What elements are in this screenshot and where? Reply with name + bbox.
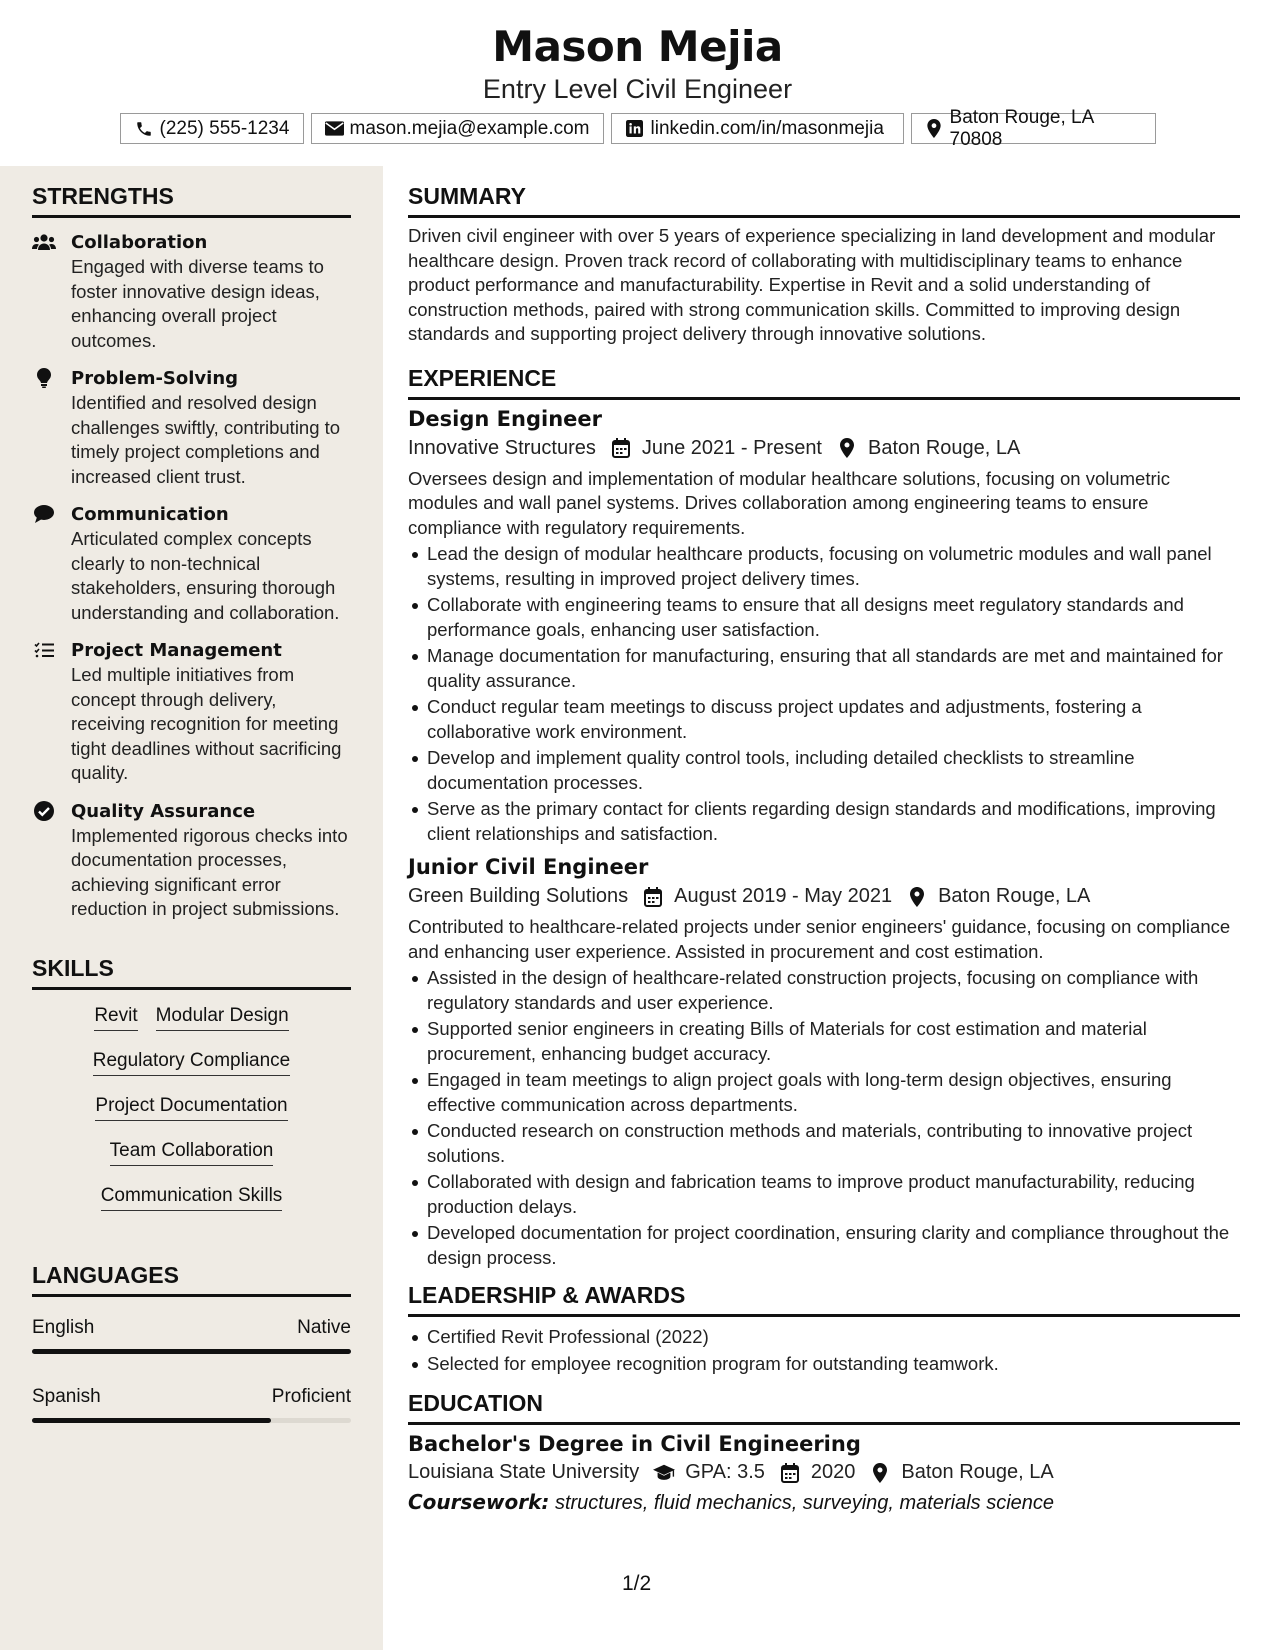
strengths-heading: STRENGTHS bbox=[32, 183, 351, 218]
list-item: Develop and implement quality control tools, including detailed checklists to streamline documentation processes. bbox=[408, 746, 1240, 795]
experience-description: Contributed to healthcare-related projects under senior engineers' guidance, focusing on compliance and enhancing user experience. Assisted in procurement and cost estimation. bbox=[408, 916, 1231, 962]
phone-icon bbox=[134, 119, 154, 139]
education-location: Baton Rouge, LA bbox=[901, 1461, 1054, 1483]
experience-meta bbox=[408, 437, 1240, 460]
experience-job-title: Junior Civil Engineer bbox=[408, 855, 649, 879]
experience-entry bbox=[408, 407, 1240, 847]
strength-title: Project Management bbox=[71, 640, 282, 661]
lightbulb-icon bbox=[32, 368, 56, 388]
list-item: Selected for employee recognition program for outstanding teamwork. bbox=[408, 1352, 1240, 1377]
calendar-icon bbox=[610, 437, 632, 459]
graduation-cap-icon bbox=[653, 1462, 675, 1484]
strength-item bbox=[32, 639, 351, 786]
coursework-label: Coursework: bbox=[408, 1490, 550, 1514]
skills-section bbox=[32, 955, 351, 1225]
list-item: Assisted in the design of healthcare-related construction projects, focusing on compliance with regulatory standards and user experience. bbox=[408, 966, 1240, 1015]
linkedin-icon bbox=[625, 119, 645, 139]
map-pin-icon bbox=[925, 119, 944, 139]
list-item: Manage documentation for manufacturing, ensuring that all standards are met and maintained for quality assurance. bbox=[408, 644, 1240, 693]
list-item: Conduct regular team meetings to discuss project updates and adjustments, fostering a collaborative work environment. bbox=[408, 695, 1240, 744]
education-meta bbox=[408, 1461, 1240, 1484]
list-item: Serve as the primary contact for clients regarding design standards and modifications, improving client relationships and satisfaction. bbox=[408, 797, 1240, 846]
skills-heading: SKILLS bbox=[32, 955, 351, 990]
language-level: Native bbox=[297, 1317, 351, 1338]
language-name: Spanish bbox=[32, 1386, 101, 1407]
strength-title: Problem-Solving bbox=[71, 368, 239, 389]
map-pin-icon bbox=[869, 1462, 891, 1484]
skill-tag: Communication Skills bbox=[101, 1185, 283, 1211]
map-pin-icon bbox=[836, 437, 858, 459]
education-year: 2020 bbox=[810, 1461, 856, 1483]
map-pin-icon bbox=[906, 886, 928, 908]
strength-description: Led multiple initiatives from concept through delivery, receiving recognition for meeting tight deadlines without sacrificing quality. bbox=[71, 664, 342, 783]
coursework-text: structures, fluid mechanics, surveying, materials science bbox=[554, 1492, 1055, 1514]
education-heading: EDUCATION bbox=[408, 1390, 1240, 1425]
task-list-icon bbox=[32, 640, 56, 660]
speech-bubble-icon bbox=[32, 504, 56, 524]
experience-location: Baton Rouge, LA bbox=[868, 436, 1021, 459]
calendar-icon bbox=[779, 1462, 801, 1484]
page-number: 1/2 bbox=[622, 1572, 652, 1595]
language-level: Proficient bbox=[271, 1386, 351, 1407]
experience-company: Innovative Structures bbox=[408, 436, 596, 459]
skills-row bbox=[32, 1135, 351, 1180]
skill-tag: Team Collaboration bbox=[110, 1140, 274, 1166]
skills-row bbox=[32, 1000, 351, 1045]
list-item: Certified Revit Professional (2022) bbox=[408, 1325, 1240, 1350]
contact-email-text: mason.mejia@example.com bbox=[349, 117, 590, 139]
summary-text: Driven civil engineer with over 5 years of experience specializing in land development and modular healthcare design. Proven track record of collaborating with multidisciplinary teams to enhance product performance and manufacturability. Expertise in Revit and a solid understanding of construction methods, paired with strong communication skills. Committed to improving design standards and supporting project delivery through innovative solutions. bbox=[408, 225, 1216, 344]
contact-location[interactable] bbox=[911, 106, 1156, 150]
sidebar bbox=[0, 166, 383, 1650]
experience-company: Green Building Solutions bbox=[408, 885, 629, 907]
contact-email[interactable] bbox=[311, 113, 604, 144]
education-coursework bbox=[408, 1490, 1240, 1515]
education-school: Louisiana State University bbox=[408, 1461, 640, 1483]
experience-bullets bbox=[408, 966, 1240, 1270]
education-degree: Bachelor's Degree in Civil Engineering bbox=[408, 1432, 861, 1456]
experience-location: Baton Rouge, LA bbox=[938, 885, 1091, 907]
language-item bbox=[32, 1366, 351, 1435]
experience-description: Oversees design and implementation of modular healthcare solutions, focusing on volumetric modules and wall panel systems. Drives collaboration among engineering teams to ensure compliance with regulatory requirements. bbox=[408, 467, 1170, 538]
education-entry bbox=[408, 1432, 1240, 1515]
experience-job-title: Design Engineer bbox=[408, 406, 602, 431]
strength-item bbox=[32, 231, 351, 353]
experience-dates: August 2019 - May 2021 bbox=[674, 885, 893, 907]
strength-description: Implemented rigorous checks into documentation processes, achieving significant error reduction in project submissions. bbox=[71, 824, 348, 919]
awards-heading: LEADERSHIP & AWARDS bbox=[408, 1282, 1240, 1317]
list-item: Developed documentation for project coordination, ensuring clarity and compliance throughout the design process. bbox=[408, 1221, 1240, 1270]
check-circle-icon bbox=[32, 801, 56, 821]
experience-heading: EXPERIENCE bbox=[408, 365, 1240, 400]
awards-list bbox=[408, 1325, 1240, 1376]
language-proficiency-bar bbox=[32, 1349, 351, 1354]
languages-section bbox=[32, 1262, 351, 1435]
strength-title: Quality Assurance bbox=[71, 800, 256, 822]
strength-item bbox=[32, 503, 351, 625]
skill-tag: Modular Design bbox=[156, 1005, 289, 1031]
strength-description: Engaged with diverse teams to foster innovative design ideas, enhancing overall project outcomes. bbox=[71, 256, 324, 351]
main-content bbox=[408, 166, 1240, 1515]
contact-linkedin-text: linkedin.com/in/masonmejia bbox=[650, 117, 884, 139]
experience-meta bbox=[408, 885, 1240, 908]
skills-row bbox=[32, 1180, 351, 1225]
skill-tag: Regulatory Compliance bbox=[93, 1050, 291, 1076]
skills-row bbox=[32, 1045, 351, 1090]
language-item bbox=[32, 1297, 351, 1366]
experience-entry bbox=[408, 855, 1240, 1270]
contact-linkedin[interactable] bbox=[611, 113, 904, 144]
list-item: Collaborated with design and fabrication teams to improve product manufacturability, reducing production delays. bbox=[408, 1170, 1240, 1219]
list-item: Conducted research on construction methods and materials, contributing to innovative project solutions. bbox=[408, 1119, 1240, 1168]
experience-dates: June 2021 - Present bbox=[641, 436, 822, 459]
skill-tag: Project Documentation bbox=[95, 1095, 287, 1121]
list-item: Collaborate with engineering teams to ensure that all designs meet regulatory standards and performance goals, enhancing user satisfaction. bbox=[408, 593, 1240, 642]
languages-heading: LANGUAGES bbox=[32, 1262, 351, 1297]
strength-description: Identified and resolved design challenges swiftly, contributing to timely project completions and increased client trust. bbox=[71, 392, 341, 487]
strengths-section bbox=[32, 183, 351, 922]
candidate-name: Mason Mejia bbox=[492, 22, 783, 71]
experience-bullets bbox=[408, 542, 1240, 846]
contact-phone[interactable] bbox=[120, 113, 304, 144]
language-name: English bbox=[32, 1317, 95, 1338]
language-proficiency-fill bbox=[32, 1418, 271, 1423]
skills-row bbox=[32, 1090, 351, 1135]
skill-tag: Revit bbox=[94, 1005, 137, 1031]
education-gpa: GPA: 3.5 bbox=[685, 1461, 765, 1483]
list-item: Supported senior engineers in creating Bills of Materials for cost estimation and material procurement, enhancing budget accuracy. bbox=[408, 1017, 1240, 1066]
strength-item bbox=[32, 367, 351, 489]
contact-phone-text: (225) 555-1234 bbox=[159, 117, 290, 139]
language-proficiency-bar bbox=[32, 1418, 351, 1423]
contact-location-text: Baton Rouge, LA 70808 bbox=[949, 106, 1094, 150]
strength-title: Communication bbox=[71, 504, 229, 525]
summary-heading: SUMMARY bbox=[408, 183, 1240, 218]
job-title-headline: Entry Level Civil Engineer bbox=[482, 74, 793, 104]
strength-item bbox=[32, 800, 351, 922]
strength-title: Collaboration bbox=[71, 232, 208, 253]
users-icon bbox=[32, 232, 56, 252]
skills-list bbox=[32, 990, 351, 1225]
list-item: Engaged in team meetings to align project goals with long-term design objectives, ensuring effective communication across departments. bbox=[408, 1068, 1240, 1117]
contact-bar bbox=[0, 106, 1275, 150]
language-proficiency-fill bbox=[32, 1349, 351, 1354]
list-item: Lead the design of modular healthcare products, focusing on volumetric modules and wall panel systems, resulting in improved project delivery times. bbox=[408, 542, 1240, 591]
envelope-icon bbox=[325, 119, 344, 139]
strength-description: Articulated complex concepts clearly to non-technical stakeholders, ensuring thorough understanding and collaboration. bbox=[71, 528, 340, 623]
calendar-icon bbox=[642, 886, 664, 908]
